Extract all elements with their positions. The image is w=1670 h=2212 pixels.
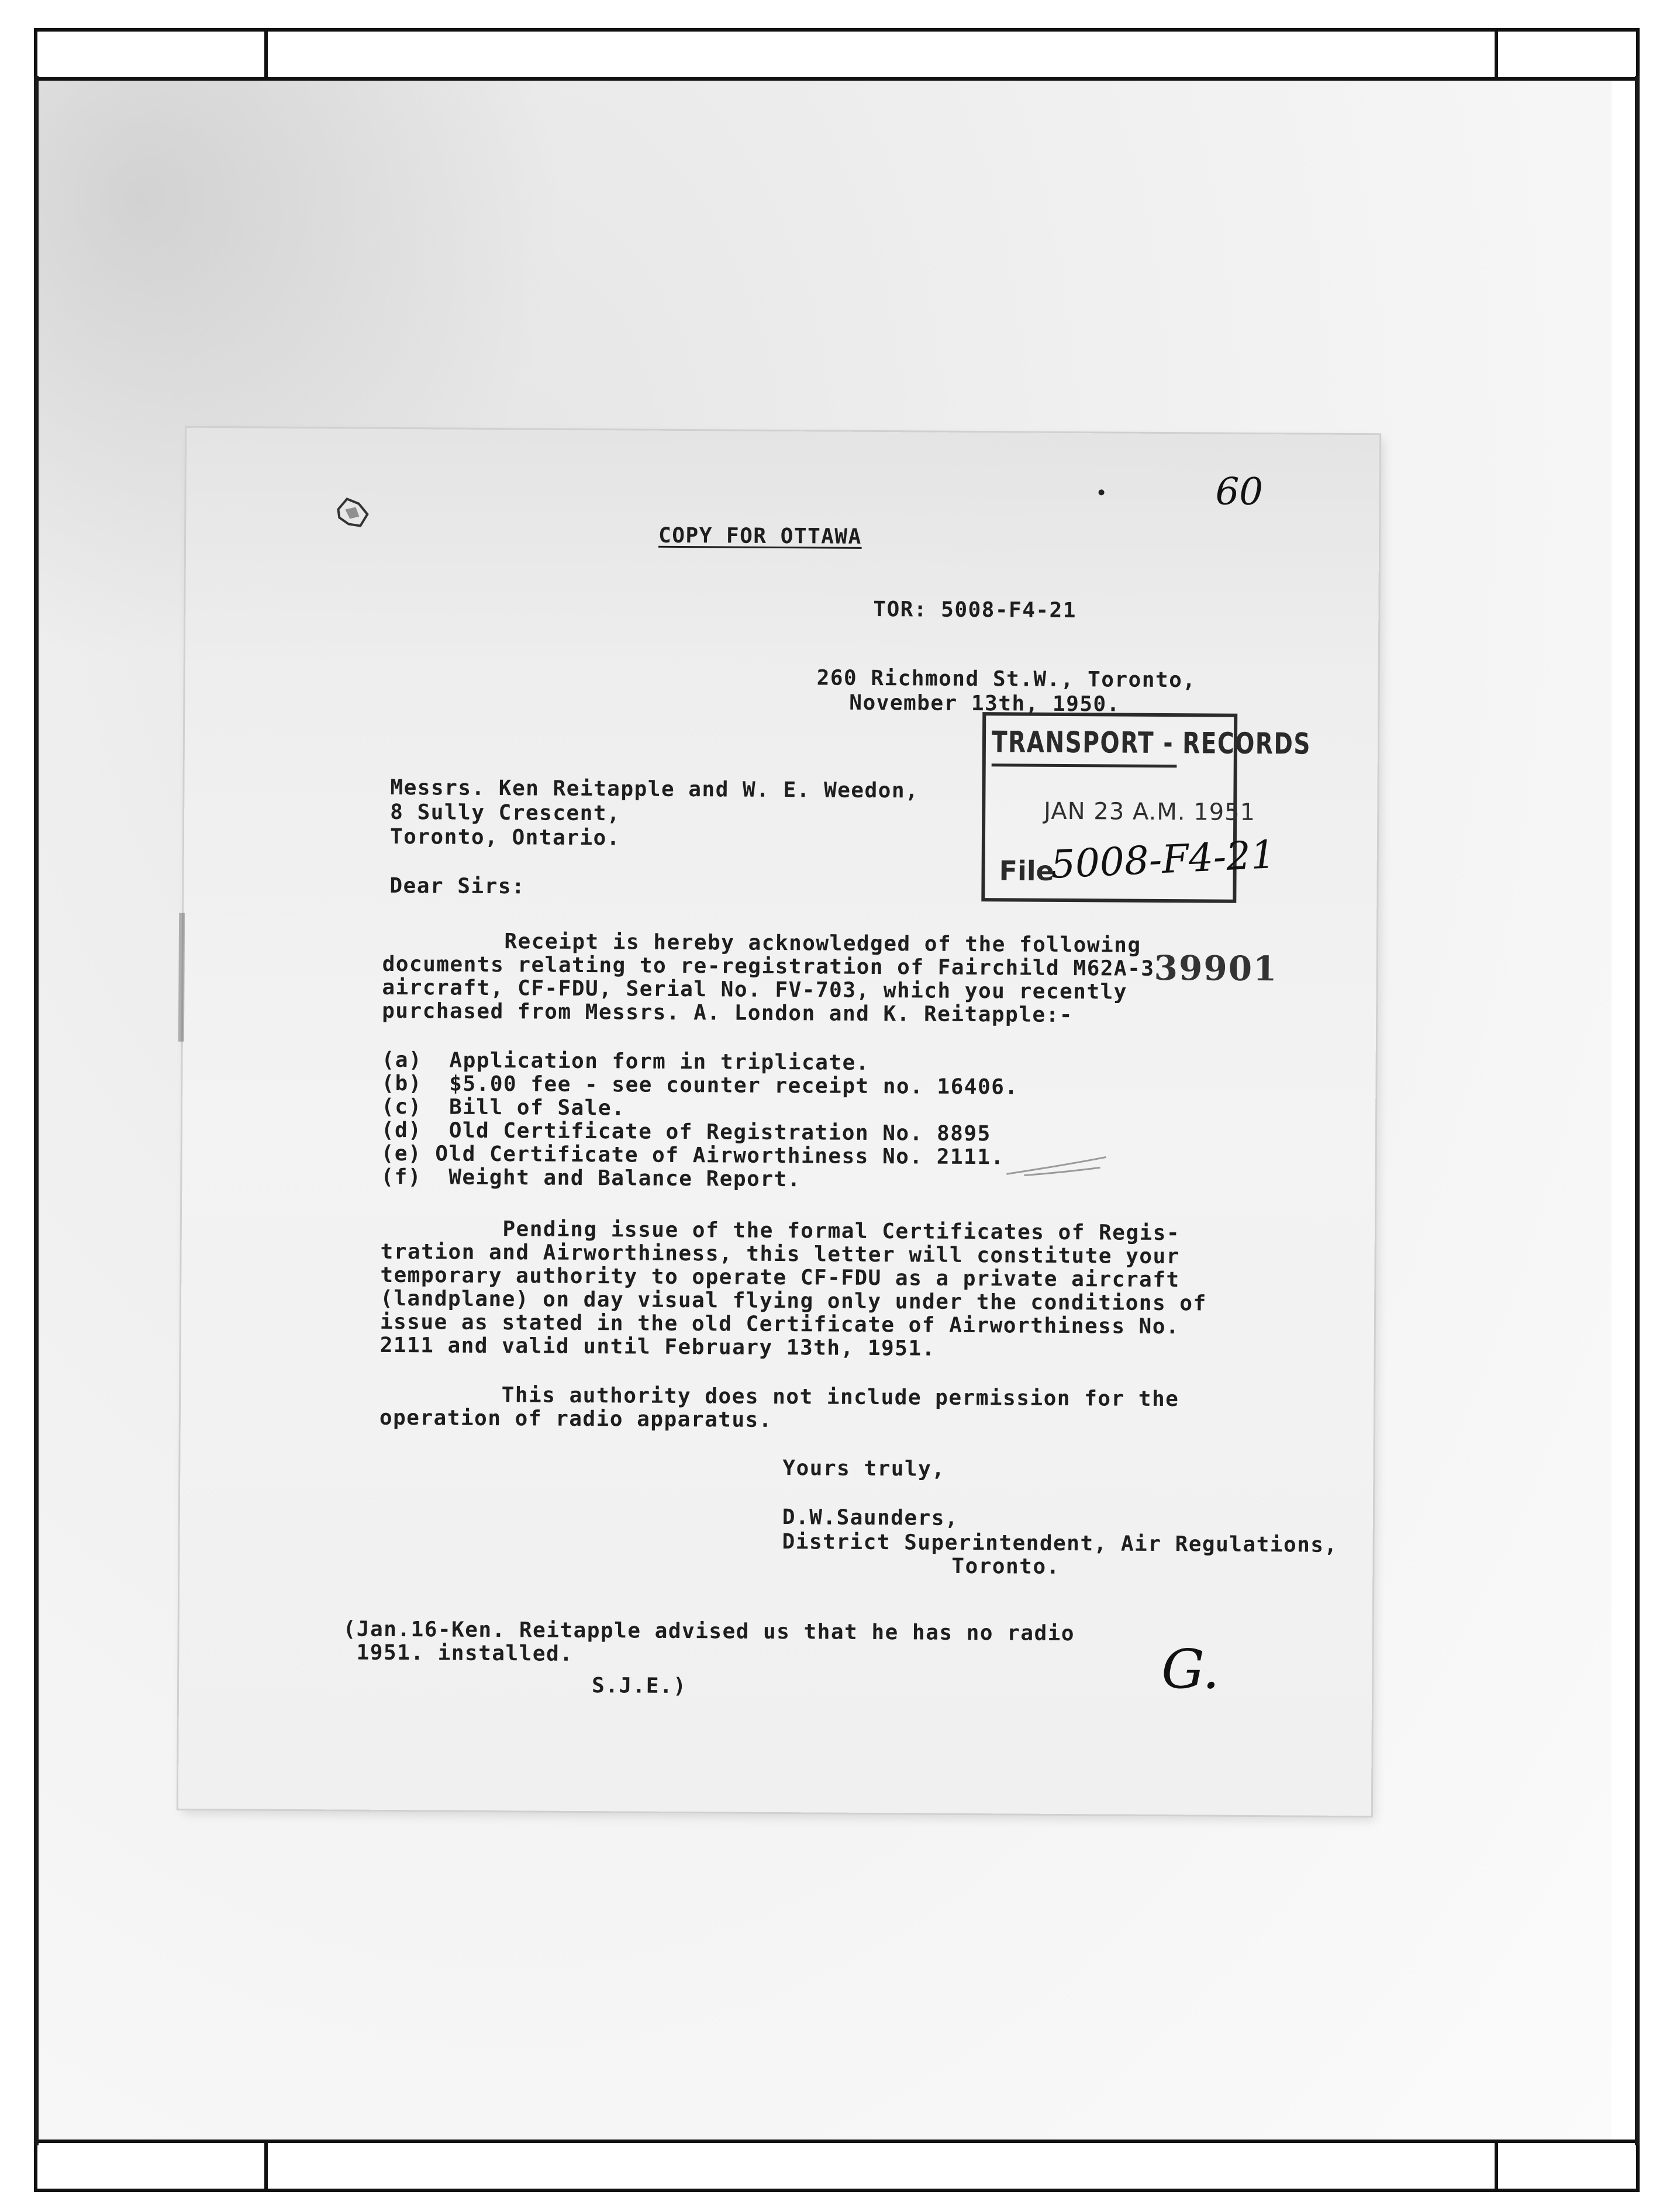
sender-address: 260 Richmond St.W., Toronto,	[816, 666, 1196, 693]
body-line: Receipt is hereby acknowledged of the following	[382, 928, 1141, 958]
handwritten-initials: G.	[1161, 1638, 1220, 1701]
enclosure-item: (d) Old Certificate of Registration No. 8895	[381, 1118, 991, 1146]
addressee-line: 8 Sully Crescent,	[390, 800, 621, 826]
stamp-title: TRANSPORT - RECORDS	[992, 720, 1177, 768]
frame-tick	[34, 2140, 37, 2189]
copy-label: COPY FOR OTTAWA	[658, 523, 862, 549]
body-line: issue as stated in the old Certificate of Airworthiness No.	[379, 1309, 1180, 1339]
signatory-title: District Superintendent, Air Regulations,	[782, 1530, 1338, 1557]
pencil-mark-icon	[1000, 1152, 1112, 1181]
frame-tick	[1495, 2140, 1498, 2189]
frame-top-rule	[34, 28, 1640, 32]
signatory-name: D.W.Saunders,	[782, 1505, 959, 1530]
letter-sheet	[178, 428, 1379, 1816]
salutation: Dear Sirs:	[389, 873, 526, 899]
enclosure-item: (c) Bill of Sale.	[381, 1094, 626, 1121]
addressee-line: Messrs. Ken Reitapple and W. E. Weedon,	[390, 775, 919, 803]
frame-tick	[1495, 28, 1498, 77]
ink-dot	[1099, 489, 1105, 495]
body-line: operation of radio apparatus.	[379, 1405, 773, 1432]
page-number-handwritten: 60	[1215, 470, 1264, 514]
enclosure-item: (e) Old Certificate of Airworthiness No. 2111.	[381, 1141, 1005, 1170]
file-note-line: 1951. installed.	[343, 1640, 574, 1666]
enclosure-item: (a) Application form in triplicate.	[381, 1048, 870, 1075]
file-note-line: (Jan.16-Ken. Reitapple advised us that he has no radio	[343, 1617, 1075, 1646]
body-line: This authority does not include permission for the	[379, 1382, 1179, 1412]
frame-tick	[1636, 2140, 1640, 2189]
body-line: documents relating to re-registration of Fairchild M62A-3	[382, 952, 1155, 981]
stamp-file-label: File	[999, 855, 1054, 887]
body-line: (landplane) on day visual flying only under the conditions of	[380, 1286, 1207, 1316]
body-line: tration and Airworthiness, this letter will constitute your	[380, 1239, 1180, 1269]
transport-records-stamp	[981, 712, 1312, 903]
body-line: purchased from Messrs. A. London and K. Reitapple:-	[382, 998, 1074, 1028]
stamp-file-number: 5008-F4-21	[1050, 832, 1276, 887]
frame-right-edge	[1635, 76, 1640, 2145]
body-line: Pending issue of the formal Certificates of Regis-	[380, 1216, 1181, 1246]
signatory-city: Toronto.	[951, 1554, 1060, 1579]
frame-tick	[264, 28, 268, 77]
frame-tick	[264, 2140, 268, 2189]
frame-top-inner-rule	[34, 77, 1640, 81]
reference-number-stamp: 39901	[1154, 948, 1278, 989]
enclosure-item: (b) $5.00 fee - see counter receipt no. 16406.	[381, 1071, 1019, 1100]
stamp-date: JAN 23 A.M. 1951	[1044, 797, 1256, 826]
smudge-mark-icon	[332, 492, 373, 533]
frame-left-edge	[34, 76, 39, 2145]
frame-bottom-inner-rule	[34, 2140, 1640, 2143]
file-reference: TOR: 5008-F4-21	[873, 597, 1077, 623]
body-line: temporary authority to operate CF-FDU as a private aircraft	[380, 1263, 1180, 1292]
frame-bottom-rule	[34, 2189, 1640, 2192]
sheet-edge-mark	[178, 913, 185, 1042]
enclosure-item: (f) Weight and Balance Report.	[381, 1164, 801, 1192]
addressee-line: Toronto, Ontario.	[389, 824, 621, 851]
valediction: Yours truly,	[782, 1456, 946, 1481]
frame-tick	[34, 28, 37, 77]
frame-tick	[1636, 28, 1640, 77]
body-line: 2111 and valid until February 13th, 1951.	[379, 1333, 936, 1361]
letter-date: November 13th, 1950.	[849, 690, 1120, 717]
body-line: aircraft, CF-FDU, Serial No. FV-703, which you recently	[382, 975, 1128, 1004]
file-note-initials: S.J.E.)	[591, 1674, 687, 1699]
